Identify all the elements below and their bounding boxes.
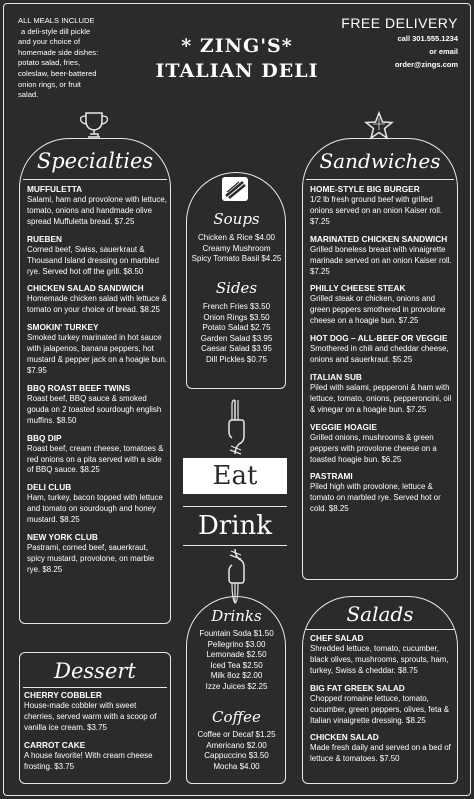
- item-description: A house favorite! With cream cheese frosting. $3.75: [24, 750, 153, 771]
- drink-label: Drink: [183, 506, 287, 546]
- pointing-hand-down-icon: [222, 398, 250, 456]
- item-name: PHILLY CHEESE STEAK: [310, 283, 406, 294]
- eat-label: Eat: [183, 458, 287, 494]
- item-description: Grilled boneless breast with vinaigrette marinade served on an onion Kaiser roll. $7.25: [310, 244, 452, 276]
- item-description: Piled high with provolone, lettuce & tomato on marbled rye. Served hot or cold. $8.25: [310, 482, 441, 514]
- sandwich-item: [310, 422, 454, 466]
- specialty-item: [27, 532, 167, 576]
- meals-note-line: homemade side dishes:: [18, 47, 99, 57]
- meals-note-line: and your choice of: [18, 37, 81, 47]
- coffee-item: Coffee or Decaf $1.25: [197, 730, 276, 739]
- sandwich-item: [310, 234, 454, 278]
- item-description: Ham, turkey, bacon topped with lettuce and tomato on sourdough and honey mustard. $8.25: [27, 493, 163, 525]
- item-description: 1/2 lb fresh ground beef with grilled onions served on an onion Kaiser roll. $7.25: [310, 195, 443, 226]
- item-name: CHERRY COBBLER: [24, 690, 102, 700]
- sandwiches-list: [310, 178, 454, 515]
- item-description: Roast beef, cream cheese, tomatoes & red onions on a pita served with a side of BBQ sauce. $8.25: [27, 443, 164, 475]
- specialty-item: [27, 283, 167, 316]
- item-description: Smothered in chili and cheddar cheese, onions and sauerkraut. $5.25: [310, 344, 449, 365]
- drink-item: Fountain Soda $1.50: [199, 629, 274, 638]
- soup-item: Chicken & Rice $4.00: [198, 233, 275, 242]
- sides-heading: Sides: [215, 279, 258, 297]
- item-description: Chopped romaine lettuce, tomato, cucumber, green peppers, olives, feta & Italian vinaigrette dressing. $8.25: [310, 693, 450, 725]
- meals-note-line: salad.: [18, 90, 39, 100]
- side-item: Potato Salad $2.75: [202, 323, 271, 332]
- meals-note-line: ALL MEALS INCLUDE: [18, 16, 95, 25]
- item-description: Corned beef, Swiss, sauerkraut & Thousand Island dressing on marbled rye. Served hot off the grill. $8.50: [27, 244, 160, 276]
- trophy-icon: [77, 110, 111, 140]
- salads-list: [310, 627, 454, 765]
- item-name: HOT DOG – ALL-BEEF OR VEGGIE: [310, 333, 448, 344]
- specialty-item: [27, 433, 167, 477]
- drink-item: Pellegrino $3.00: [207, 639, 266, 649]
- soup-item: Creamy Mushroom: [202, 243, 271, 253]
- item-name: MARINATED CHICKEN SANDWICH: [310, 233, 448, 244]
- dessert-item: [24, 690, 166, 734]
- item-name: ITALIAN SUB: [310, 371, 362, 382]
- item-name: CHICKEN SALAD SANDWICH: [27, 283, 144, 294]
- item-description: Salami, ham and provolone with lettuce, tomato, onions and handmade olive spread Muffuletta bread. $7.25: [27, 195, 167, 226]
- salad-item: [310, 732, 454, 765]
- drink-item: Izze Juices $2.25: [205, 681, 268, 691]
- star-icon: [363, 110, 395, 140]
- hotdog-icon: [221, 176, 249, 202]
- phone-number[interactable]: call 301.555.1234: [397, 34, 458, 43]
- side-item: Garden Salad $3.95: [200, 333, 273, 343]
- salad-item: [310, 633, 454, 677]
- meals-note-line: onion rings, or fruit: [18, 79, 81, 89]
- side-item: Onion Rings $3.50: [203, 312, 270, 322]
- meals-note-line: a deli-style dill pickle: [21, 26, 91, 36]
- item-description: Homemade chicken salad with lettuce & tomato on your choice of bread. $8.25: [27, 294, 167, 315]
- item-name: DELI CLUB: [27, 482, 72, 493]
- coffee-list: [186, 730, 287, 772]
- item-name: RUEBEN: [27, 233, 63, 244]
- side-item: Caesar Salad $3.95: [201, 344, 272, 353]
- drink-item: Milk 8oz $2.00: [210, 671, 263, 680]
- title-line-1: * ZING'S*: [181, 35, 293, 57]
- soup-item: Spicy Tomato Basil $4.25: [191, 254, 282, 263]
- item-description: Piled with salami, pepperoni & ham with lettuce, tomato, onions, pepperoncini, oil & vinegar on a hoagie bun. $7.25: [310, 382, 452, 414]
- deli-title: [110, 34, 364, 84]
- coffee-item: Cappuccino $3.50: [204, 751, 269, 760]
- item-description: Shredded lettuce, tomato, cucumber, black olives, mushrooms, sprouts, ham, turkey, Swiss & cheddar. $8.75: [310, 644, 449, 675]
- or-email-label: or email: [429, 47, 458, 56]
- item-description: House-made cobbler with sweet cherries, served warm with a scoop of vanilla ice cream. $3.75: [24, 701, 157, 732]
- item-description: Made fresh daily and served on a bed of lettuce & tomatoes. $7.50: [310, 743, 451, 764]
- specialties-heading: Specialties: [36, 149, 154, 173]
- specialty-item: [27, 234, 167, 278]
- item-name: BBQ ROAST BEEF TWINS: [27, 382, 131, 393]
- coffee-item: Americano $2.00: [206, 740, 267, 750]
- specialty-item: [27, 184, 167, 228]
- item-name: CARROT CAKE: [24, 739, 86, 750]
- dessert-item: [24, 740, 166, 773]
- specialty-item: [27, 322, 167, 377]
- sandwich-item: [310, 283, 454, 327]
- soups-heading: Soups: [213, 210, 260, 228]
- email-address[interactable]: order@zings.com: [394, 60, 458, 69]
- soups-list: [186, 233, 287, 265]
- specialty-item: [27, 383, 167, 427]
- item-name: VEGGIE HOAGIE: [310, 421, 377, 432]
- coffee-heading: Coffee: [212, 708, 261, 726]
- item-description: Grilled onions, mushrooms & green peppers with provolone cheese on a toasted hoagie bun. $6.25: [310, 432, 437, 464]
- drinks-list: [186, 629, 287, 692]
- title-line-2: ITALIAN DELI: [155, 60, 319, 82]
- drinks-heading: Drinks: [211, 607, 262, 625]
- item-description: Roast beef, BBQ sauce & smoked gouda on 2 toasted sourdough english muffins. $8.50: [27, 393, 162, 425]
- sandwiches-heading: Sandwiches: [319, 149, 441, 173]
- dessert-list: [24, 684, 166, 773]
- side-item: French Fries $3.50: [202, 302, 271, 311]
- salads-heading: Salads: [346, 602, 414, 626]
- drink-item: Lemonade $2.50: [206, 650, 267, 659]
- item-name: CHICKEN SALAD: [310, 732, 379, 743]
- item-description: Pastrami, corned beef, sauerkraut, spicy mustard, provolone, on marble rye. $8.25: [27, 543, 155, 574]
- item-name: BIG FAT GREEK SALAD: [310, 682, 405, 693]
- item-description: Grilled steak or chicken, onions and green peppers smothered in provolone cheese on a hoagie bun. $7.25: [310, 294, 446, 326]
- sandwich-item: [310, 471, 454, 515]
- specialties-list: [27, 178, 167, 576]
- sandwich-item: [310, 184, 454, 228]
- sandwich-item: [310, 372, 454, 416]
- item-name: MUFFULETTA: [27, 184, 83, 194]
- side-item: Dill Pickles $0.75: [206, 354, 267, 364]
- item-name: CHEF SALAD: [310, 633, 364, 643]
- free-delivery: FREE DELIVERY: [341, 15, 458, 31]
- meals-note-line: potato salad, fries,: [18, 58, 81, 68]
- item-name: BBQ DIP: [27, 432, 62, 443]
- sandwich-item: [310, 333, 454, 366]
- drink-item: Iced Tea $2.50: [210, 660, 263, 670]
- item-name: SMOKIN' TURKEY: [27, 322, 99, 333]
- item-description: Smoked turkey marinated in hot sauce with jalapenos, banana peppers, hot mustard & pepper jack on a hoagie bun. $7.95: [27, 333, 167, 375]
- dessert-heading: Dessert: [54, 659, 136, 683]
- sides-list: [186, 302, 287, 365]
- coffee-item: Mocha $4.00: [213, 761, 260, 771]
- item-name: NEW YORK CLUB: [27, 532, 98, 543]
- item-name: HOME-STYLE BIG BURGER: [310, 184, 420, 194]
- specialty-item: [27, 482, 167, 526]
- item-name: PASTRAMI: [310, 471, 353, 482]
- salad-item: [310, 683, 454, 727]
- meals-note-line: coleslaw, beer-battered: [18, 68, 97, 78]
